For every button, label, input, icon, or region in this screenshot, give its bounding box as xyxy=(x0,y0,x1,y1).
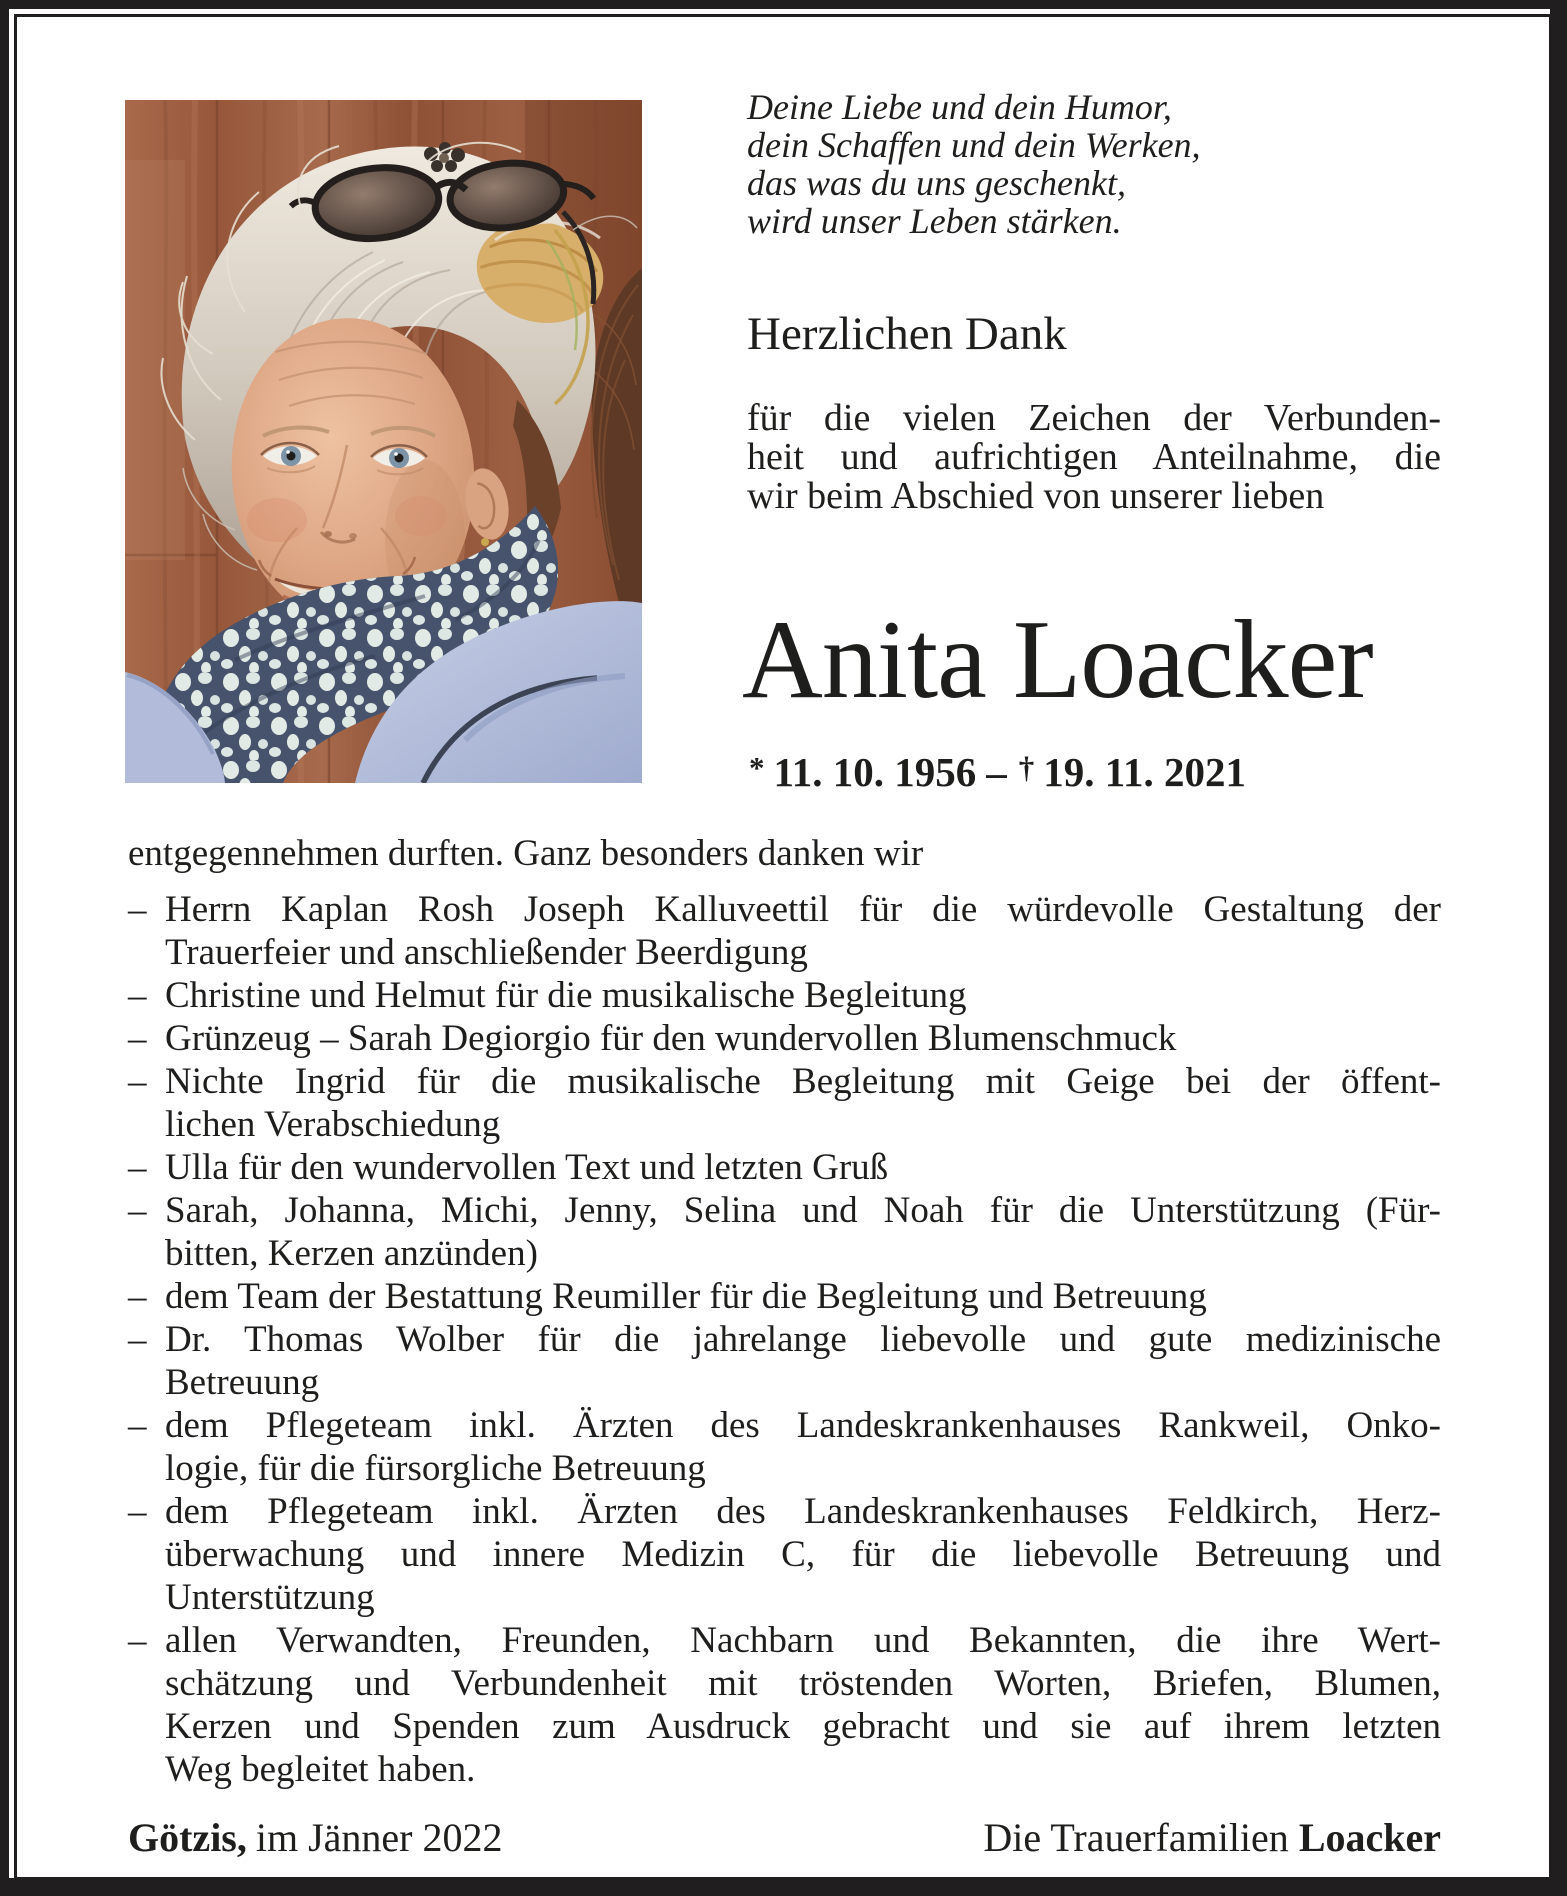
footer-date: im Jänner 2022 xyxy=(255,1815,503,1860)
thanks-item xyxy=(128,1619,1441,1791)
item-line: Kerzen und Spenden zum Ausdruck gebracht und sie auf ihrem letzten xyxy=(165,1706,1441,1747)
thanks-item xyxy=(128,1275,1441,1318)
thanks-item xyxy=(128,1146,1441,1189)
died-symbol-cross: † xyxy=(1018,750,1035,785)
item-bullet-dash: – xyxy=(128,1147,147,1188)
thanks-item xyxy=(128,974,1441,1017)
item-lines xyxy=(165,974,1441,1017)
thanks-item xyxy=(128,1017,1441,1060)
death-date: 19. 11. 2021 xyxy=(1043,749,1246,795)
item-line: Weg begleitet haben. xyxy=(165,1749,476,1790)
verse-line: wird unser Leben stärken. xyxy=(747,201,1122,241)
life-dates xyxy=(749,748,1246,796)
paragraph-line: für die vielen Zeichen der Verbunden- xyxy=(747,397,1441,439)
item-bullet-dash: – xyxy=(128,1276,147,1317)
thanks-list xyxy=(128,888,1441,1791)
item-bullet-dash: – xyxy=(128,1405,147,1446)
item-line: überwachung und innere Medizin C, für die liebevolle Betreuung und xyxy=(165,1534,1441,1575)
footer-family-text: Die Trauerfamilien xyxy=(983,1815,1289,1860)
item-bullet-dash: – xyxy=(128,1491,147,1532)
item-lines xyxy=(165,1146,1441,1189)
earring xyxy=(481,538,489,546)
thanks-item xyxy=(128,1060,1441,1146)
item-line: Christine und Helmut für die musikalische Begleitung xyxy=(165,975,967,1016)
thanks-item xyxy=(128,888,1441,974)
body-lead: entgegennehmen durften. Ganz besonders danken wir xyxy=(128,833,924,874)
item-bullet-dash: – xyxy=(128,889,147,930)
thanks-heading: Herzlichen Dank xyxy=(747,308,1067,360)
verse-line: Deine Liebe und dein Humor, xyxy=(747,87,1172,127)
thanks-item xyxy=(128,1490,1441,1619)
item-lines xyxy=(165,1017,1441,1060)
thanks-item xyxy=(128,1404,1441,1490)
item-line: dem Pflegeteam inkl. Ärzten des Landeskrankenhauses Feldkirch, Herz- xyxy=(165,1491,1441,1532)
page-edge-top xyxy=(0,0,1567,9)
page-edge-left xyxy=(0,0,9,1896)
thanks-item xyxy=(128,1189,1441,1275)
footer-place: Götzis, xyxy=(128,1815,247,1860)
item-line: Dr. Thomas Wolber für die jahrelange liebevolle und gute medizinische xyxy=(165,1319,1441,1360)
paragraph-line: heit und aufrichtigen Anteilnahme, die xyxy=(747,436,1441,478)
item-line: bitten, Kerzen anzünden) xyxy=(165,1233,538,1274)
dates-separator: – xyxy=(986,749,1007,795)
item-line: Grünzeug – Sarah Degiorgio für den wundervollen Blumenschmuck xyxy=(165,1018,1177,1059)
footer-family-signature xyxy=(983,1814,1441,1862)
footer-place-date xyxy=(128,1814,503,1862)
birth-date: 11. 10. 1956 xyxy=(773,749,977,795)
intro-paragraph xyxy=(747,399,1441,516)
paragraph-line: wir beim Abschied von unserer lieben xyxy=(747,475,1325,517)
footer-family-name: Loacker xyxy=(1298,1815,1441,1860)
item-lines xyxy=(165,1189,1441,1275)
item-line: logie, für die fürsorgliche Betreuung xyxy=(165,1448,706,1489)
memorial-verse xyxy=(747,88,1201,240)
item-lines xyxy=(165,1275,1441,1318)
item-bullet-dash: – xyxy=(128,975,147,1016)
item-lines xyxy=(165,1490,1441,1619)
item-lines xyxy=(165,888,1441,974)
item-line: dem Pflegeteam inkl. Ärzten des Landeskrankenhauses Rankweil, Onko- xyxy=(165,1405,1441,1446)
item-line: Nichte Ingrid für die musikalische Begleitung mit Geige bei der öffent- xyxy=(165,1061,1441,1102)
item-line: schätzung und Verbundenheit mit tröstenden Worten, Briefen, Blumen, xyxy=(165,1663,1441,1704)
item-bullet-dash: – xyxy=(128,1620,147,1661)
portrait-photo xyxy=(125,100,642,783)
deceased-name: Anita Loacker xyxy=(742,598,1373,722)
item-line: Herrn Kaplan Rosh Joseph Kalluveettil für die würdevolle Gestaltung der xyxy=(165,889,1441,930)
item-line: dem Team der Bestattung Reumiller für die Begleitung und Betreuung xyxy=(165,1276,1207,1317)
thanks-item xyxy=(128,1318,1441,1404)
item-line: lichen Verabschiedung xyxy=(165,1104,501,1145)
item-line: allen Verwandten, Freunden, Nachbarn und Bekannten, die ihre Wert- xyxy=(165,1620,1441,1661)
page-edge-bottom xyxy=(0,1878,1567,1896)
item-bullet-dash: – xyxy=(128,1190,147,1231)
item-line: Sarah, Johanna, Michi, Jenny, Selina und Noah für die Unterstützung (Für- xyxy=(165,1190,1441,1231)
item-line: Unterstützung xyxy=(165,1577,375,1618)
item-line: Ulla für den wundervollen Text und letzten Gruß xyxy=(165,1147,889,1188)
item-lines xyxy=(165,1619,1441,1791)
verse-line: dein Schaffen und dein Werken, xyxy=(747,125,1201,165)
item-lines xyxy=(165,1404,1441,1490)
item-line: Betreuung xyxy=(165,1362,320,1403)
item-bullet-dash: – xyxy=(128,1319,147,1360)
item-line: Trauerfeier und anschließender Beerdigung xyxy=(165,932,808,973)
page-edge-right xyxy=(1550,0,1567,1896)
item-lines xyxy=(165,1318,1441,1404)
footer xyxy=(128,1814,1441,1862)
item-lines xyxy=(165,1060,1441,1146)
item-bullet-dash: – xyxy=(128,1018,147,1059)
born-symbol-star: * xyxy=(749,750,765,785)
item-bullet-dash: – xyxy=(128,1061,147,1102)
verse-line: das was du uns geschenkt, xyxy=(747,163,1126,203)
